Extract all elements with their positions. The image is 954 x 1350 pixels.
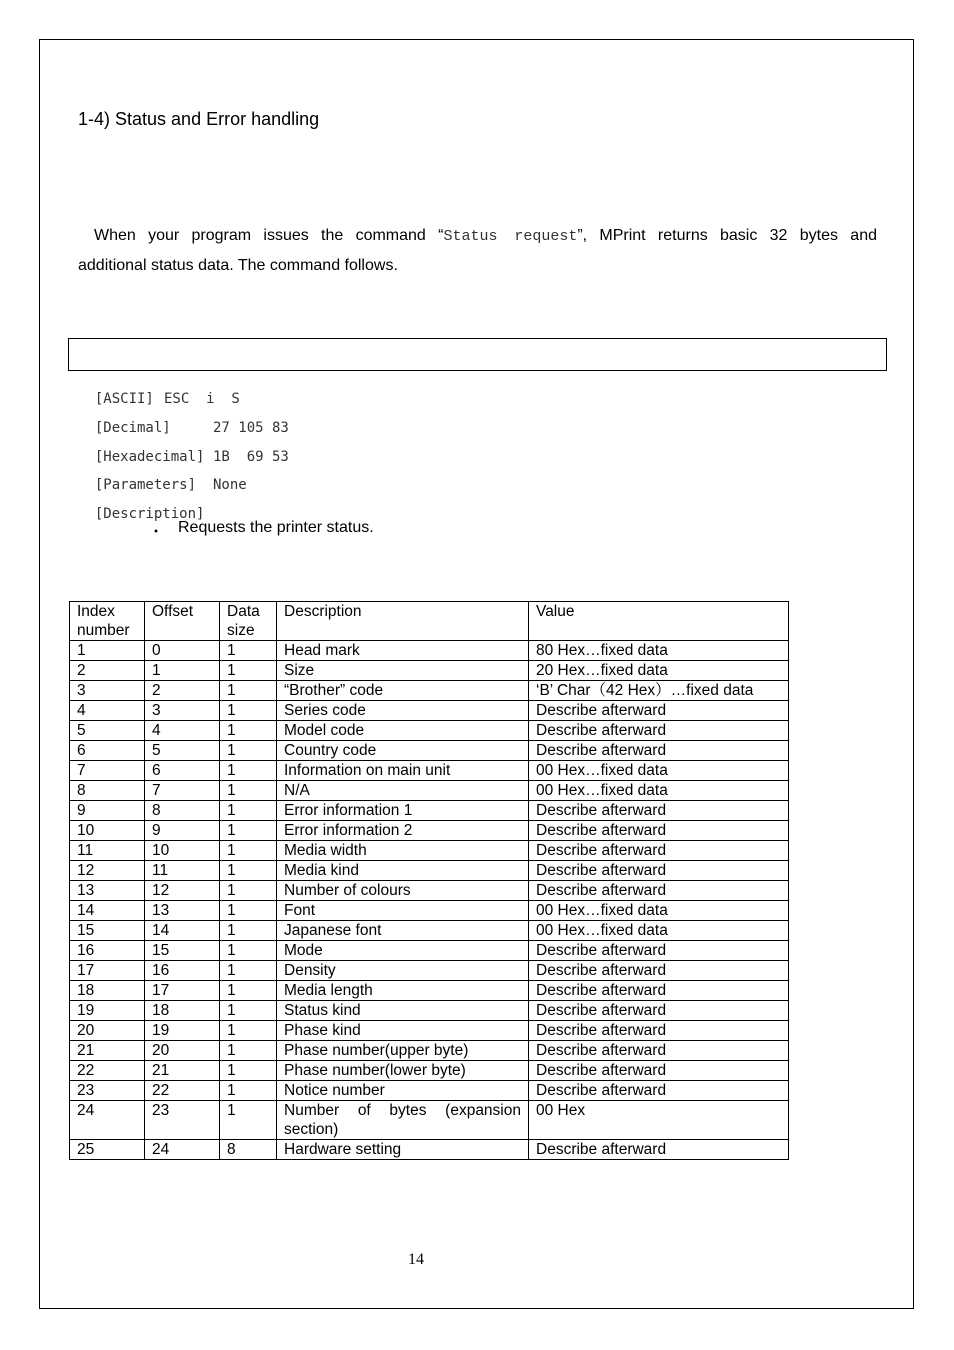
cell-index: 23: [70, 1081, 145, 1101]
header-offset: Offset: [145, 602, 220, 641]
cell-value: Describe afterward: [529, 701, 789, 721]
cell-description: Mode: [277, 941, 529, 961]
table-row: [70, 1001, 789, 1021]
cell-data-size: 1: [220, 981, 277, 1001]
cell-data-size: 1: [220, 801, 277, 821]
cell-description: Media width: [277, 841, 529, 861]
cell-description: Model code: [277, 721, 529, 741]
cell-offset: 14: [145, 921, 220, 941]
table-row: [70, 1101, 789, 1140]
cell-value: Describe afterward: [529, 961, 789, 981]
cell-index: 22: [70, 1061, 145, 1081]
cell-data-size: 1: [220, 721, 277, 741]
cell-description: Phase kind: [277, 1021, 529, 1041]
cell-index: 8: [70, 781, 145, 801]
ascii-label: [ASCII]: [94, 391, 154, 407]
table-row: [70, 881, 789, 901]
cell-offset: 1: [145, 661, 220, 681]
bullet-icon: ・: [148, 524, 165, 541]
cell-offset: 23: [145, 1101, 220, 1140]
decimal-value: 27 105 83: [213, 420, 289, 436]
cell-description: “Brother” code: [277, 681, 529, 701]
cell-index: 20: [70, 1021, 145, 1041]
table-row: [70, 921, 789, 941]
cell-index: 17: [70, 961, 145, 981]
cell-description: Size: [277, 661, 529, 681]
cell-description: Phase number(lower byte): [277, 1061, 529, 1081]
cell-offset: 18: [145, 1001, 220, 1021]
header-value: Value: [529, 602, 789, 641]
cell-value: Describe afterward: [529, 721, 789, 741]
cell-index: 12: [70, 861, 145, 881]
cell-offset: 20: [145, 1041, 220, 1061]
cell-value: Describe afterward: [529, 941, 789, 961]
cell-data-size: 1: [220, 1021, 277, 1041]
cell-value: Describe afterward: [529, 841, 789, 861]
cell-value: 00 Hex…fixed data: [529, 901, 789, 921]
cell-description: Hardware setting: [277, 1140, 529, 1160]
cell-description: Japanese font: [277, 921, 529, 941]
description-row: [78, 490, 204, 522]
intro-paragraph: [78, 221, 877, 280]
hex-label: [Hexadecimal]: [94, 449, 205, 465]
table-row: [70, 1041, 789, 1061]
cell-data-size: 1: [220, 741, 277, 761]
cell-data-size: 1: [220, 1061, 277, 1081]
cell-data-size: 8: [220, 1140, 277, 1160]
table-row: [70, 761, 789, 781]
table-row: [70, 821, 789, 841]
cell-value: 00 Hex…fixed data: [529, 921, 789, 941]
cell-description: N/A: [277, 781, 529, 801]
table-row: [70, 861, 789, 881]
cell-data-size: 1: [220, 761, 277, 781]
cell-description: Number of colours: [277, 881, 529, 901]
cell-index: 2: [70, 661, 145, 681]
table-row: [70, 661, 789, 681]
table-row: [70, 701, 789, 721]
cell-index: 18: [70, 981, 145, 1001]
cell-offset: 3: [145, 701, 220, 721]
table-row: [70, 901, 789, 921]
table-row: [70, 681, 789, 701]
cell-value: 00 Hex…fixed data: [529, 781, 789, 801]
cell-data-size: 1: [220, 1101, 277, 1140]
cell-value: 00 Hex: [529, 1101, 789, 1140]
table-row: [70, 721, 789, 741]
table-row: [70, 961, 789, 981]
cell-data-size: 1: [220, 881, 277, 901]
ascii-row: [78, 375, 240, 407]
params-label: [Parameters]: [94, 477, 197, 493]
cell-index: 21: [70, 1041, 145, 1061]
decimal-row: [78, 404, 289, 436]
cell-index: 24: [70, 1101, 145, 1140]
params-row: [78, 461, 247, 493]
cell-value: Describe afterward: [529, 1061, 789, 1081]
table-row: [70, 1140, 789, 1160]
cell-offset: 21: [145, 1061, 220, 1081]
cell-index: 14: [70, 901, 145, 921]
cell-data-size: 1: [220, 901, 277, 921]
cell-data-size: 1: [220, 1041, 277, 1061]
cell-description: Status kind: [277, 1001, 529, 1021]
cell-data-size: 1: [220, 681, 277, 701]
section-title: 1-4) Status and Error handling: [78, 109, 320, 129]
cell-offset: 4: [145, 721, 220, 741]
cell-offset: 15: [145, 941, 220, 961]
intro-line-1: When your program issues the command “Status request”, MPrint returns basic 32 bytes and: [94, 227, 877, 245]
status-table-body: [70, 602, 789, 1160]
cell-description: Media length: [277, 981, 529, 1001]
cell-data-size: 1: [220, 961, 277, 981]
table-row: [70, 941, 789, 961]
cell-value: Describe afterward: [529, 1041, 789, 1061]
cell-value: Describe afterward: [529, 1021, 789, 1041]
cell-index: 4: [70, 701, 145, 721]
cell-description: Information on main unit: [277, 761, 529, 781]
command-name: Status request: [443, 228, 578, 245]
status-table: [69, 601, 789, 1160]
cell-value: ‘B’ Char（42 Hex）…fixed data: [529, 681, 789, 701]
cell-value: 20 Hex…fixed data: [529, 661, 789, 681]
cell-data-size: 1: [220, 1081, 277, 1101]
cell-offset: 19: [145, 1021, 220, 1041]
decimal-label: [Decimal]: [94, 420, 171, 436]
cell-index: 6: [70, 741, 145, 761]
cell-value: Describe afterward: [529, 861, 789, 881]
cell-value: Describe afterward: [529, 981, 789, 1001]
cell-offset: 9: [145, 821, 220, 841]
cell-offset: 17: [145, 981, 220, 1001]
cell-description: Number of bytes (expansion section): [277, 1101, 529, 1140]
cell-offset: 0: [145, 641, 220, 661]
cell-data-size: 1: [220, 841, 277, 861]
page-number: 14: [408, 1251, 424, 1268]
cell-offset: 24: [145, 1140, 220, 1160]
cell-index: 7: [70, 761, 145, 781]
table-row: [70, 981, 789, 1001]
cell-index: 9: [70, 801, 145, 821]
cell-offset: 13: [145, 901, 220, 921]
table-row: [70, 841, 789, 861]
cell-offset: 8: [145, 801, 220, 821]
description-label: [Description]: [94, 506, 205, 522]
header-index: Index number: [70, 602, 145, 641]
cell-value: Describe afterward: [529, 741, 789, 761]
cell-offset: 16: [145, 961, 220, 981]
table-row: [70, 781, 789, 801]
cell-value: Describe afterward: [529, 1081, 789, 1101]
cell-offset: 11: [145, 861, 220, 881]
cell-value: 00 Hex…fixed data: [529, 761, 789, 781]
cell-value: Describe afterward: [529, 1001, 789, 1021]
header-data-size: Data size: [220, 602, 277, 641]
cell-index: 5: [70, 721, 145, 741]
cell-data-size: 1: [220, 781, 277, 801]
cell-description: Phase number(upper byte): [277, 1041, 529, 1061]
cell-value: Describe afterward: [529, 881, 789, 901]
table-header-row: [70, 602, 789, 641]
cell-index: 10: [70, 821, 145, 841]
cell-description: Notice number: [277, 1081, 529, 1101]
cell-index: 1: [70, 641, 145, 661]
cell-offset: 5: [145, 741, 220, 761]
cell-index: 3: [70, 681, 145, 701]
cell-offset: 2: [145, 681, 220, 701]
table-row: [70, 801, 789, 821]
cell-description: Country code: [277, 741, 529, 761]
cell-data-size: 1: [220, 701, 277, 721]
intro-line-2: additional status data. The command follows.: [78, 257, 398, 274]
table-row: [70, 1061, 789, 1081]
cell-value: Describe afterward: [529, 801, 789, 821]
cell-description: Density: [277, 961, 529, 981]
header-description: Description: [277, 602, 529, 641]
cell-value: Describe afterward: [529, 1140, 789, 1160]
cell-value: Describe afterward: [529, 821, 789, 841]
cell-index: 19: [70, 1001, 145, 1021]
cell-data-size: 1: [220, 641, 277, 661]
cell-offset: 22: [145, 1081, 220, 1101]
hex-value: 1B 69 53: [213, 449, 289, 465]
command-title-box: [68, 338, 887, 371]
cell-data-size: 1: [220, 861, 277, 881]
cell-data-size: 1: [220, 941, 277, 961]
cell-index: 16: [70, 941, 145, 961]
cell-description: Font: [277, 901, 529, 921]
ascii-value: ESC i S: [164, 391, 240, 407]
cell-index: 15: [70, 921, 145, 941]
cell-description: Error information 1: [277, 801, 529, 821]
cell-description: Head mark: [277, 641, 529, 661]
cell-data-size: 1: [220, 821, 277, 841]
cell-index: 11: [70, 841, 145, 861]
cell-index: 25: [70, 1140, 145, 1160]
description-text: Requests the printer status.: [178, 519, 374, 536]
cell-description: Media kind: [277, 861, 529, 881]
cell-offset: 10: [145, 841, 220, 861]
cell-data-size: 1: [220, 661, 277, 681]
table-row: [70, 1081, 789, 1101]
cell-data-size: 1: [220, 921, 277, 941]
table-row: [70, 741, 789, 761]
cell-description: Series code: [277, 701, 529, 721]
cell-offset: 12: [145, 881, 220, 901]
cell-description: Error information 2: [277, 821, 529, 841]
table-row: [70, 1021, 789, 1041]
cell-data-size: 1: [220, 1001, 277, 1021]
cell-index: 13: [70, 881, 145, 901]
params-value: None: [213, 477, 247, 493]
cell-offset: 7: [145, 781, 220, 801]
cell-value: 80 Hex…fixed data: [529, 641, 789, 661]
table-row: [70, 641, 789, 661]
cell-offset: 6: [145, 761, 220, 781]
